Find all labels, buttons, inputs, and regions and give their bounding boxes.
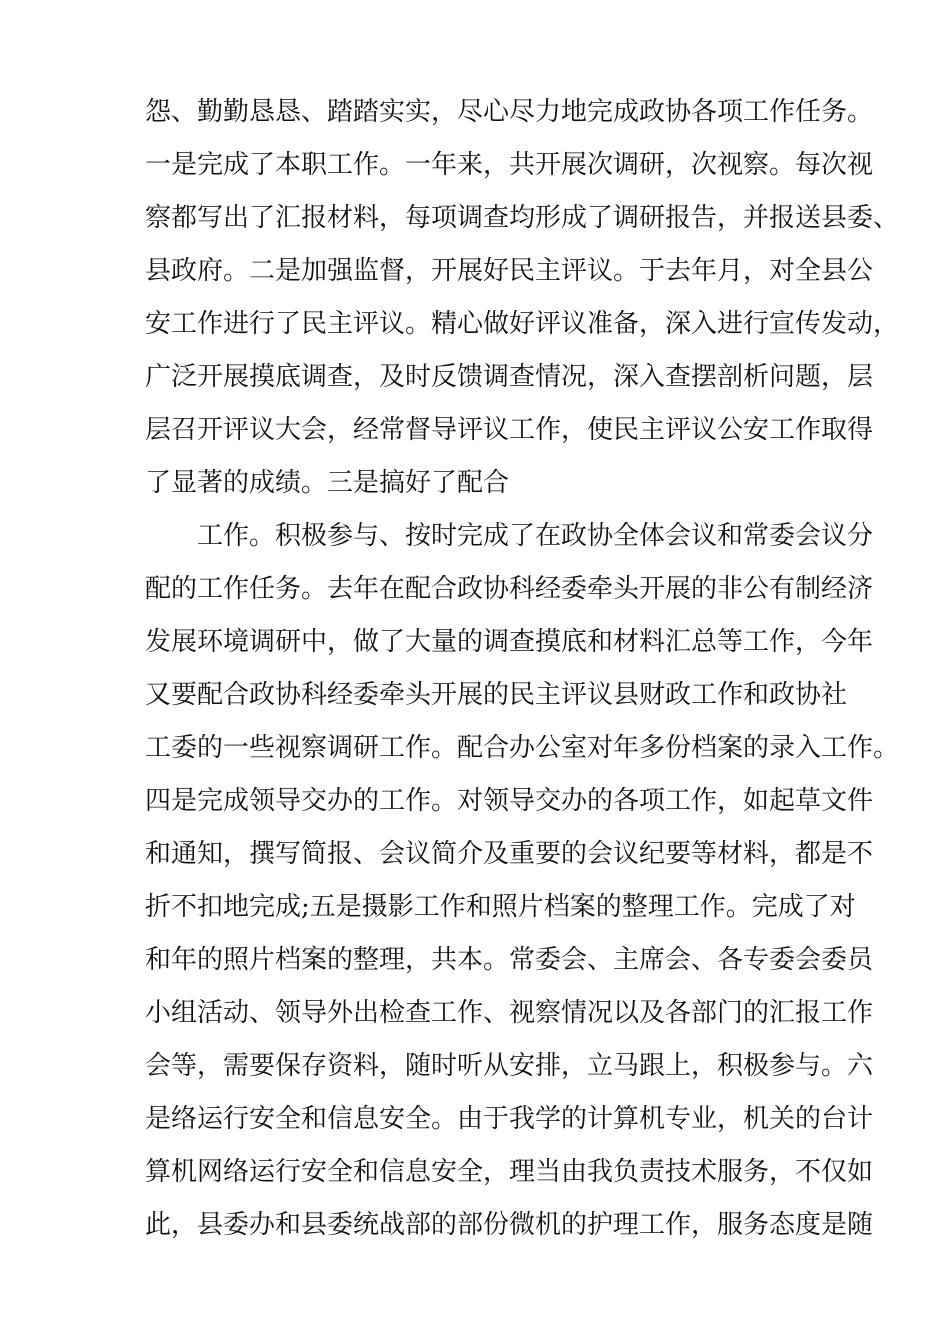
text-line-1: 怨、勤勤恳恳、踏踏实实，尽心尽力地完成政协各项工作任务。 [145, 97, 874, 127]
text-line-10: 配的工作任务。去年在配合政协科经委牵头开展的非公有制经济 [145, 574, 874, 604]
text-line-8: 了显著的成绩。三是搞好了配合 [145, 468, 510, 498]
text-line-2: 一是完成了本职工作。一年来，共开展次调研，次视察。每次视 [145, 150, 874, 180]
paragraph-start-line: 工作。积极参与、按时完成了在政协全体会议和常委会议分 [197, 521, 874, 551]
body-text [145, 86, 900, 1252]
text-line-3: 察都写出了汇报材料，每项调查均形成了调研报告，并报送县委、 [145, 203, 900, 233]
text-line-13: 工委的一些视察调研工作。配合办公室对年多份档案的录入工作。 [145, 733, 900, 763]
text-line-21: 算机网络运行安全和信息安全，理当由我负责技术服务，不仅如 [145, 1157, 874, 1187]
text-line-12: 又要配合政协科经委牵头开展的民主评议县财政工作和政协社 [145, 680, 848, 710]
text-line-6: 广泛开展摸底调查，及时反馈调查情况，深入查摆剖析问题，层 [145, 362, 874, 392]
text-line-5: 安工作进行了民主评议。精心做好评议准备，深入进行宣传发动， [145, 309, 900, 339]
text-line-20: 是络运行安全和信息安全。由于我学的计算机专业，机关的台计 [145, 1104, 874, 1134]
text-line-19: 会等，需要保存资料，随时听从安排，立马跟上，积极参与。六 [145, 1051, 874, 1081]
text-line-22: 此，县委办和县委统战部的部份微机的护理工作，服务态度是随 [145, 1210, 874, 1240]
text-line-7: 层召开评议大会，经常督导评议工作，使民主评议公安工作取得 [145, 415, 874, 445]
text-line-15: 和通知，撰写简报、会议简介及重要的会议纪要等材料，都是不 [145, 839, 874, 869]
text-line-4: 县政府。二是加强监督，开展好民主评议。于去年月，对全县公 [145, 256, 874, 286]
text-line-11: 发展环境调研中，做了大量的调查摸底和材料汇总等工作，今年 [145, 627, 874, 657]
text-line-16: 折不扣地完成;五是摄影工作和照片档案的整理工作。完成了对 [145, 892, 856, 922]
text-line-18: 小组活动、领导外出检查工作、视察情况以及各部门的汇报工作 [145, 998, 874, 1028]
text-line-14: 四是完成领导交办的工作。对领导交办的各项工作，如起草文件 [145, 786, 874, 816]
text-line-17: 和年的照片档案的整理，共本。常委会、主席会、各专委会委员 [145, 945, 874, 975]
